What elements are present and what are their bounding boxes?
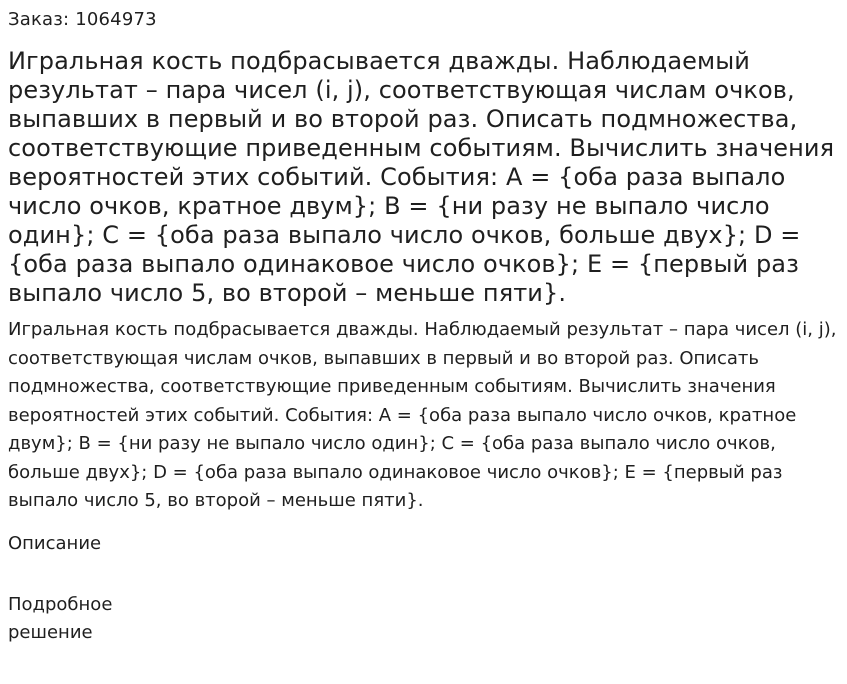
description-link[interactable]: Описание bbox=[8, 533, 102, 554]
task-title: Игральная кость подбрасывается дважды. Наблюдаемый результат – пара чисел (i, j), соответствующая числам очков, выпавших в первый и во второй раз. Описать подмножества, соответствующие приведенным событиям. Вычислить значения вероятностей этих событий. События: A = {оба раза выпало число очков, кратное двум}; B = {ни разу не выпало число один}; C = {оба раза выпало число очков, больше двух}; D = {оба раза выпало одинаковое число очков}; E = {первый раз выпало число 5, во второй – меньше пяти}. bbox=[8, 47, 835, 307]
order-number: Заказ: 1064973 bbox=[8, 9, 157, 30]
detailed-solution-link[interactable]: Подробное решение bbox=[8, 594, 113, 643]
task-description: Игральная кость подбрасывается дважды. Наблюдаемый результат – пара чисел (i, j), соответствующая числам очков, выпавших в первый и во второй раз. Описать подмножества, соответствующие приведенным событиям. Вычислить значения вероятностей этих событий. События: A = {оба раза выпало число очков, кратное двум}; B = {ни разу не выпало число один}; C = {оба раза выпало число очков, больше двух}; D = {оба раза выпало одинаковое число очков}; E = {первый раз выпало число 5, во второй – меньше пяти}. bbox=[8, 319, 837, 511]
